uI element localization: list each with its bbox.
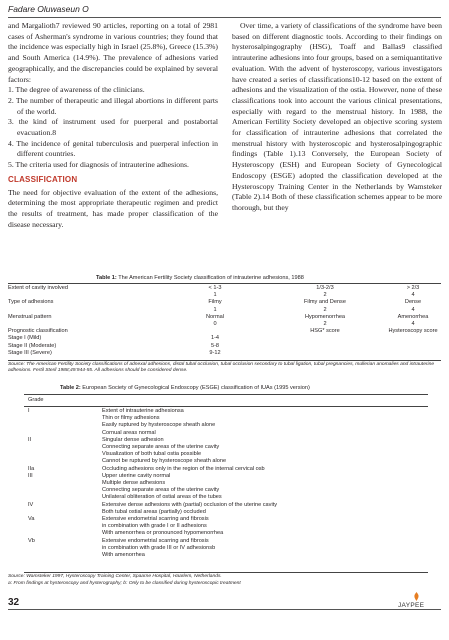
table2-description-line: Upper uterine cavity normal	[102, 472, 171, 479]
table1-row	[8, 328, 441, 335]
table1-cell: Filmy and Dense	[304, 299, 346, 306]
classification-paragraph: The need for objective evaluation of the extent of the adhesions, determining the most appropriate therapeutic regimen and predict the results of treatment, has made proper classification of the disease necessary.	[8, 187, 218, 229]
table1-cell: 1	[213, 306, 217, 313]
table2-row	[28, 408, 424, 437]
table1-cell: Hysteroscopy score	[388, 328, 438, 335]
factor-list-item: 1. The degree of awareness of the clinicians.	[8, 85, 145, 95]
table1-label: Table 1:	[96, 275, 117, 281]
table1-cell: 4	[411, 292, 415, 299]
table1	[8, 285, 441, 357]
table2-row	[28, 473, 424, 487]
factor-list-item: 5. The criteria used for diagnosis of intrauterine adhesions.	[8, 160, 189, 170]
table2	[28, 408, 424, 559]
footer-rule	[8, 609, 441, 610]
table1-cell: Filmy	[208, 299, 222, 306]
table2-description-line: Connecting separate areas of the uterine cavity	[102, 444, 220, 451]
table1-cell: 9-12	[209, 349, 221, 356]
table2-description-line: With amenorrhea or pronounced hypomenorrhea	[102, 530, 224, 537]
table2-grade: I	[28, 408, 30, 414]
table1-caption	[96, 275, 304, 281]
table1-cell	[265, 350, 385, 357]
table2-description-line: Extensive endometrial scarring and fibrosis	[102, 537, 209, 544]
table2-top-rule	[24, 394, 428, 395]
table2-description	[102, 502, 424, 516]
intro-paragraph: and Margalioth7 reviewed 90 articles, reporting on a total of 2981 cases of Asherman's syndrome in various countries; they found that the incidence was especially high in Israel (25.8%), Greece (15.3%) and South America (14.9%). The prevalence of adhesions varied geographically, and the discrepancies could be explained by several factors:	[8, 21, 218, 84]
table2-description-line: in combination with grade III or IV adhesionsb	[102, 544, 216, 551]
table1-cell: Dense	[404, 299, 422, 306]
table1-row	[8, 307, 441, 314]
table1-cell: Amenorrhea	[397, 313, 429, 320]
factor-list-item: 4. The incidence of genital tuberculosis and puerperal infection in different countries.	[8, 138, 218, 159]
table2-description-line: Occluding adhesions only in the region of the internal cervical osb	[102, 465, 265, 472]
table2-description-line: in combination with grade I or II adhesions	[102, 523, 207, 530]
table2-description-line: Extensive dense adhesions with (partial) occlusion of the uterine cavity	[102, 501, 278, 508]
table2-grade: IIa	[28, 465, 35, 472]
table2-grade: III	[28, 472, 33, 479]
table2-grade	[28, 487, 102, 501]
table1-cell: Hypomenorrhea	[304, 313, 346, 320]
table1-cell: Normal	[205, 313, 225, 320]
table2-description	[102, 538, 424, 560]
table1-cell: 1-4	[210, 335, 220, 342]
table1-cell: Menstrual pattern	[8, 313, 52, 320]
table1-cell: 5-8	[210, 342, 220, 349]
table1-cell: Stage III (Severe)	[8, 349, 52, 356]
table1-row	[8, 285, 441, 292]
table2-grade-header: Grade	[28, 397, 44, 403]
factor-list-item: 2. The number of therapeutic and illegal abortions in different parts of the world.	[8, 95, 218, 116]
factor-list	[8, 85, 218, 171]
table2-description-line: With amenorrhea	[102, 552, 145, 559]
table1-cell	[8, 292, 165, 299]
table2-grade: Va	[28, 516, 35, 523]
table2-description	[102, 516, 424, 538]
table1-cell	[265, 335, 385, 342]
table1-row	[8, 314, 441, 321]
table1-cell	[385, 343, 441, 350]
table1-bottom-rule	[8, 360, 441, 361]
table2-description-line: Both tubal ostial areas (partially) occluded	[102, 508, 206, 515]
table1-cell: < 1-3	[208, 285, 222, 291]
table2-row	[28, 466, 424, 473]
table2-description-line: Thin or filmy adhesions	[102, 415, 160, 422]
table2-description-line: Unilateral obliteration of ostial areas of the tubes	[102, 494, 222, 501]
header-rule	[8, 17, 441, 18]
publisher-name: JAYPEE	[398, 602, 425, 609]
table1-cell: 0	[213, 321, 217, 328]
table1-row	[8, 299, 441, 306]
page-number: 32	[8, 597, 20, 608]
table1-cell	[8, 321, 165, 328]
table2-description-line: Cannot be ruptured by hysteroscope sheath alone	[102, 458, 227, 465]
table1-cell: Extent of cavity involved	[8, 285, 69, 291]
table1-cell: Stage I (Mild)	[8, 335, 42, 342]
table1-source: Source: The American Fertility Society classifications of adnexal adhesions, distal tubal occlusion, tubal occlusion secondary to tubal ligation, tubal pregnancies, mullerian anomalies and intrauterine adhesions. Fertil Steril 1988;49:944-55. All adhesions should be considered dense.	[8, 362, 435, 374]
table2-label: Table 2:	[60, 385, 81, 391]
running-header-author: Fadare Oluwaseun O	[8, 4, 89, 14]
table1-cell: > 2/3	[406, 285, 420, 291]
table2-caption	[60, 385, 310, 391]
right-paragraph: Over time, a variety of classifications of the syndrome have been based on different diagnostic tools. According to their findings on hysterosalpingography (HSG), Toaff and Ballas9 classified intrauterine adhesions into four groups, based on a semiquantitative evaluation. With the advent of hysteroscopy, various investigators have created a series of classifications10-12 based on the extent of adhesions and the visualization of the ostia. However, none of these classifications took into account the various clinical presentations, especially with regard to the menstrual history. In 1988, the American Fertility Society developed an objective scoring system for classification of intrauterine adhesions that correlated the menstrual history with hysteroscopic and hysterosalpingographic findings (Table 1).13 Conversely, the European Society of Hysteroscopy (ESH) and European Society of Gynecological Endoscopy (ESGE) adopted the classification developed at the Hysteroscopy Training Center in the Netherlands by Wamsteker (Table 2).14 Both of these classification schemes appear to be more thorough, but they	[232, 21, 442, 212]
table2-grade: IV	[28, 501, 34, 508]
table1-row	[8, 321, 441, 328]
table1-top-rule	[8, 283, 441, 284]
table2-description-line: Easily ruptured by hysteroscope sheath alone	[102, 422, 216, 429]
table2-row	[28, 487, 424, 501]
table1-row	[8, 292, 441, 299]
table1-cell	[8, 307, 165, 314]
table1-cell: 1/3-2/3	[316, 285, 334, 291]
table2-description	[102, 487, 424, 501]
table1-cell: HSG* score	[310, 328, 340, 335]
table2-description	[102, 437, 424, 466]
table1-title: The American Fertility Society classification of intrauterine adhesions, 1988	[118, 275, 304, 281]
table2-description-line: Connecting separate areas of the uterine cavity	[102, 487, 220, 494]
table2-description	[102, 473, 424, 487]
table1-cell	[265, 343, 385, 350]
table1-row	[8, 335, 441, 342]
table2-description	[102, 466, 424, 473]
table2-bottom-rule	[24, 572, 428, 573]
table1-cell: 4	[411, 306, 415, 313]
table1-cell: 2	[323, 321, 327, 328]
table2-row	[28, 516, 424, 538]
table2-description	[102, 408, 424, 437]
table1-row	[8, 350, 441, 357]
table2-row	[28, 437, 424, 466]
table2-description-line: Multiple dense adhesions	[102, 480, 166, 487]
table1-cell: Type of adhesions	[8, 299, 54, 306]
table2-row	[28, 502, 424, 516]
left-column	[8, 21, 218, 230]
table2-description-line: Singular dense adhesion	[102, 436, 164, 443]
factor-list-item: 3. the kind of instrument used for puerperal and postabortal evacuation.8	[8, 117, 218, 138]
table2-title: European Society of Gynecological Endoscopy (ESGE) classification of IUAs (1995 version)	[82, 385, 310, 391]
table1-cell: 2	[323, 306, 327, 313]
publisher-logo-icon	[412, 592, 421, 601]
table1-cell	[165, 328, 265, 335]
right-column	[232, 21, 442, 214]
table2-footnote: a: From findings at hysteroscopy and hysterography; b: Only to be classified during hysteroscopic treatment	[8, 581, 241, 586]
table2-grade: Vb	[28, 537, 35, 544]
table1-cell: 2	[323, 292, 327, 299]
table1-cell	[385, 335, 441, 342]
table2-description-line: Cornual areas normal	[102, 429, 156, 436]
table2-grade: II	[28, 436, 32, 443]
table2-row	[28, 538, 424, 560]
section-heading: CLASSIFICATION	[8, 174, 78, 184]
table1-cell: 4	[411, 321, 415, 328]
table2-description-line: Extensive endometrial scarring and fibrosis	[102, 516, 209, 523]
table1-cell	[385, 350, 441, 357]
table1-cell: 1	[213, 292, 217, 299]
table2-source: Source: Wamsteker 1997, Hysteroscopy Training Center, Spaarne Hospital, Haarlem, Netherlands.	[8, 574, 222, 579]
table1-cell: Stage II (Moderate)	[8, 342, 57, 349]
table1-row	[8, 343, 441, 350]
table1-cell: Prognostic classification	[8, 328, 68, 335]
table2-description-line: Visualization of both tubal ostia possible	[102, 451, 202, 458]
table2-header-rule	[24, 406, 428, 407]
table2-description-line: Extent of intrauterine adhesionsa	[102, 408, 184, 414]
